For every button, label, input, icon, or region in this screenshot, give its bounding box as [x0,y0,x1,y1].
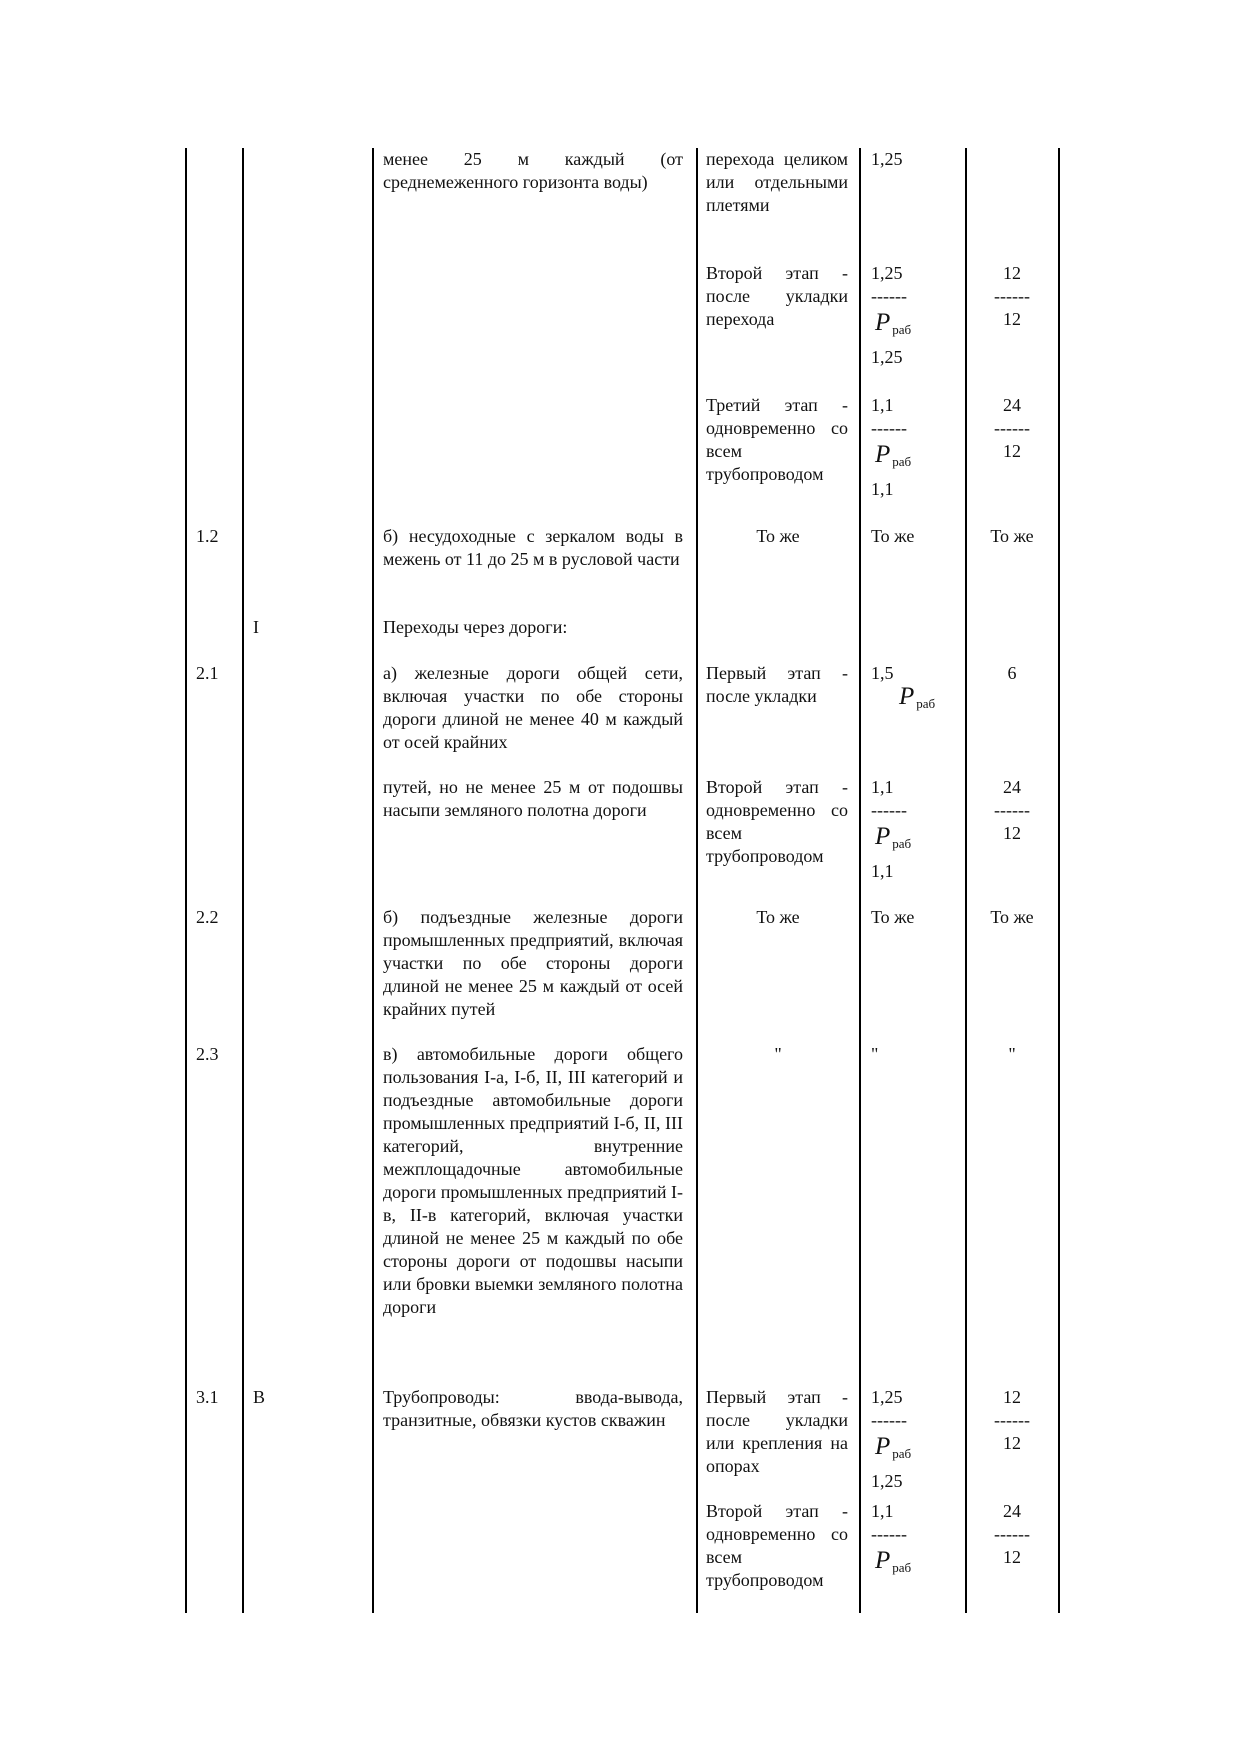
table-border-left [185,148,187,1613]
row-description: а) железные дороги общей сети, включая участки по обе стороны дороги длиной не менее 40 м каждый от осей крайних [383,663,683,752]
row-description: б) подъездные железные дороги промышленных предприятий, включая участки по обе стороны дороги длиной не менее 25 м каждый от осей крайних путей [383,907,683,1019]
row-number: 2.1 [196,663,219,683]
row-description: путей, но не менее 25 м от подошвы насыпи земляного полотна дороги [383,777,683,820]
row-pressure-dashes: ------ [871,1524,907,1544]
row-category: I [253,617,259,637]
section-heading: Переходы через дороги: [383,617,568,637]
row-pressure-dashes: ------ [871,1410,907,1430]
row-stage: Третий этап - одновременно со всем трубопроводом [706,395,848,484]
row-number: 3.1 [196,1387,219,1407]
row-stage: То же [756,907,800,927]
row-time: То же [990,907,1034,927]
column-divider [696,148,698,1613]
row-time-bottom: 12 [1003,1433,1021,1453]
row-time-top: 24 [1003,1501,1021,1521]
row-time-dashes: ------ [994,1524,1030,1544]
row-number: 2.2 [196,907,219,927]
column-divider [242,148,244,1613]
row-pressure-top: 1,1 [871,395,894,415]
row-time-bottom: 12 [1003,1547,1021,1567]
row-category: В [253,1387,266,1407]
row-time-bottom: 12 [1003,441,1021,461]
row-time-top: 12 [1003,1387,1021,1407]
row-time: 6 [1007,663,1017,683]
row-pressure: " [871,1044,879,1064]
row-pressure-top: 1,1 [871,777,894,797]
row-description: Трубопроводы: ввода-вывода, транзитные, обвязки кустов скважин [383,1387,683,1430]
row-number: 1.2 [196,526,219,546]
row-pressure: То же [871,907,915,927]
working-pressure-symbol: Р $_{раб}$ [875,441,912,469]
row-stage: То же [756,526,800,546]
row-time-bottom: 12 [1003,823,1021,843]
row-time-dashes: ------ [994,800,1030,820]
row-pressure-top: 1,1 [871,1501,894,1521]
row-pressure-bottom: 1,25 [871,1471,903,1491]
row-stage: Первый этап - после укладки [706,663,848,706]
row-pressure-bottom: 1,1 [871,479,894,499]
table-border-right [1058,148,1060,1613]
row-pressure-dashes: ------ [871,286,907,306]
row-pressure: 1,5 [871,663,894,683]
working-pressure-symbol: Р $_{раб}$ [899,683,936,711]
row-stage: Второй этап - одновременно со всем трубопроводом [706,777,848,866]
row-time-dashes: ------ [994,1410,1030,1430]
row-pressure-bottom: 1,25 [871,347,903,367]
row-time-top: 12 [1003,263,1021,283]
row-pressure-dashes: ------ [871,800,907,820]
row-time: " [1008,1044,1016,1064]
row-time: То же [990,526,1034,546]
row-description: в) автомобильные дороги общего пользования I-а, I-б, II, III категорий и подъездные автомобильные дороги промышленных предприятий I-б, II, III категорий, внутренние межплощадочные автомобильные дороги промышленных предприятий I-в, II-в категорий, включая участки длиной не менее 25 м каждый по обе стороны дороги от подошвы насыпи или бровки выемки земляного полотна дороги [383,1044,683,1317]
row-time-bottom: 12 [1003,309,1021,329]
row-description: менее 25 м каждый (от среднемеженного горизонта воды) [383,149,683,192]
row-stage: " [774,1044,782,1064]
working-pressure-symbol: Р $_{раб}$ [875,1547,912,1575]
row-time-top: 24 [1003,777,1021,797]
row-number: 2.3 [196,1044,219,1064]
row-pressure-bottom: 1,1 [871,861,894,881]
working-pressure-symbol: Р $_{раб}$ [875,823,912,851]
row-time-dashes: ------ [994,286,1030,306]
row-pressure: То же [871,526,915,546]
row-pressure-dashes: ------ [871,418,907,438]
row-description: б) несудоходные с зеркалом воды в межень от 11 до 25 м в русловой части [383,526,683,569]
row-stage: Первый этап - после укладки или крепления на опорах [706,1387,848,1476]
row-time-top: 24 [1003,395,1021,415]
row-stage: Второй этап - одновременно со всем трубопроводом [706,1501,848,1590]
row-time-dashes: ------ [994,418,1030,438]
column-divider [859,148,861,1613]
row-stage: Второй этап - после укладки перехода [706,263,848,329]
working-pressure-symbol: Р $_{раб}$ [875,1433,912,1461]
column-divider [372,148,374,1613]
row-stage: перехода целиком или отдельными плетями [706,149,848,215]
working-pressure-symbol: Р $_{раб}$ [875,309,912,337]
row-pressure-top: 1,25 [871,263,903,283]
row-pressure: 1,25 [871,149,903,169]
row-pressure-top: 1,25 [871,1387,903,1407]
